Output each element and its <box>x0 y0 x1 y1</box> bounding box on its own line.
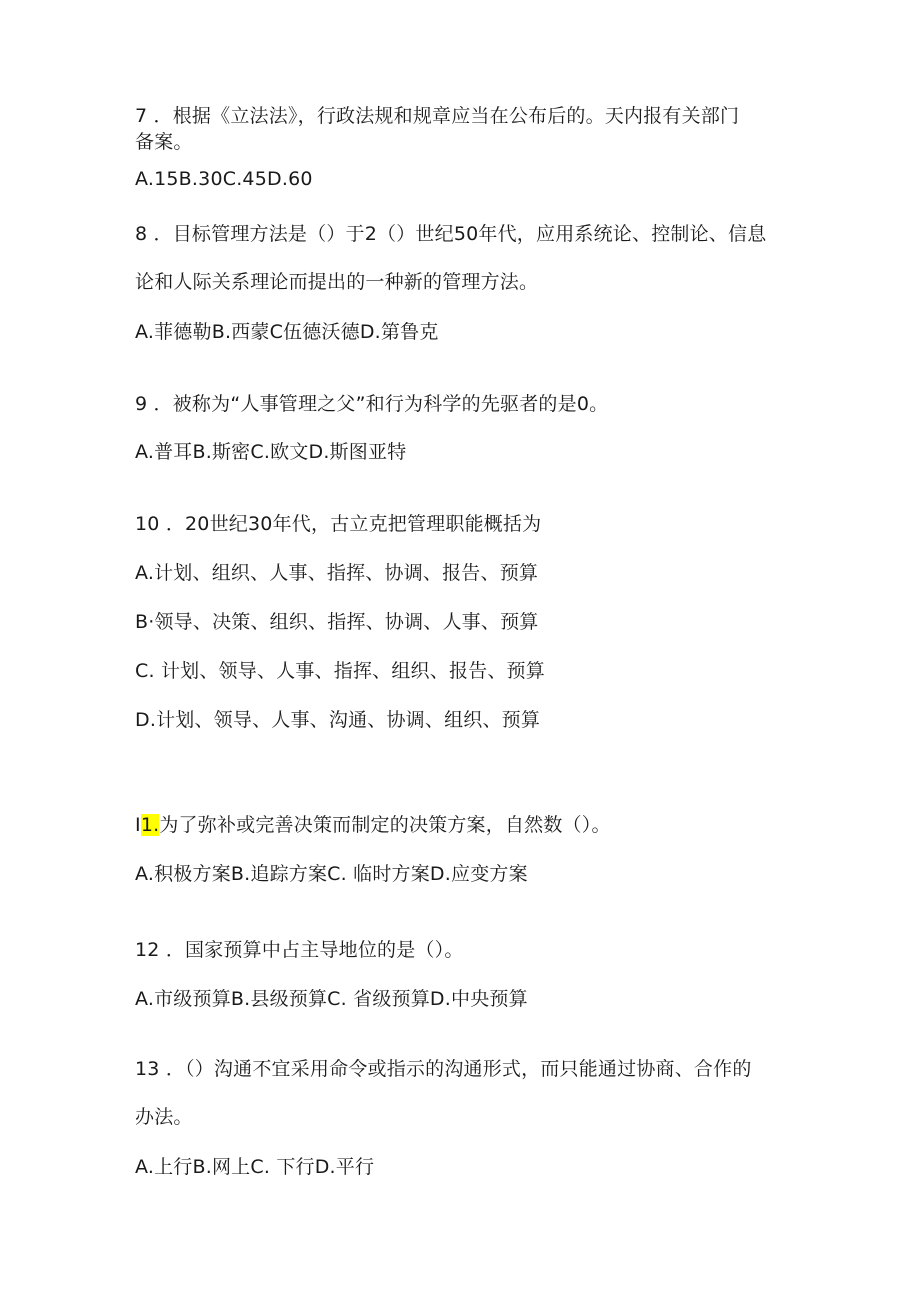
question-10-option-a: A.计划、组织、人事、指挥、协调、报告、预算 <box>135 562 539 584</box>
question-8-options: A.菲德勒B.西蒙C伍德沃德D.第鲁克 <box>135 321 439 343</box>
question-9-text: 9 ．被称为“人事管理之父”和行为科学的先驱者的是0。 <box>135 393 609 415</box>
question-11-highlighted-number: 1. <box>140 814 160 836</box>
question-11-prefix: I <box>135 814 141 836</box>
question-9-options: A.普耳B.斯密C.欧文D.斯图亚特 <box>135 441 407 463</box>
question-7-text-line-2: 备案。 <box>135 131 193 153</box>
question-8-text-line-1: 8 ．目标管理方法是（）于2（）世纪50年代，应用系统论、控制论、信息 <box>135 223 767 245</box>
question-11-text <box>135 813 611 837</box>
question-10-option-d: D.计划、领导、人事、沟通、协调、组织、预算 <box>135 709 541 731</box>
question-11-body: 为了弥补或完善决策而制定的决策方案，自然数（）。 <box>159 814 611 836</box>
question-7-options: A.15B.30C.45D.60 <box>135 168 313 190</box>
question-12-options: A.市级预算B.县级预算C. 省级预算D.中央预算 <box>135 988 528 1010</box>
question-13-text-line-1: 13 ．（）沟通不宜采用命令或指示的沟通形式，而只能通过协商、合作的 <box>135 1058 752 1080</box>
question-10-option-b: B·领导、决策、组织、指挥、协调、人事、预算 <box>135 611 539 633</box>
question-8-text-line-2: 论和人际关系理论而提出的一种新的管理方法。 <box>135 271 539 293</box>
question-10-text: 10 ．20世纪30年代，古立克把管理职能概括为 <box>135 513 542 535</box>
question-11-options: A.积极方案B.追踪方案C. 临时方案D.应变方案 <box>135 863 528 885</box>
question-7-text-line-1: 7 ．根据《立法法》，行政法规和规章应当在公布后的。天内报有关部门 <box>135 105 740 127</box>
question-10-option-c: C. 计划、领导、人事、指挥、组织、报告、预算 <box>135 660 545 682</box>
question-12-text: 12 ．国家预算中占主导地位的是（）。 <box>135 939 464 961</box>
question-13-options: A.上行B.网上C. 下行D.平行 <box>135 1156 375 1178</box>
question-13-text-line-2: 办法。 <box>135 1106 193 1128</box>
